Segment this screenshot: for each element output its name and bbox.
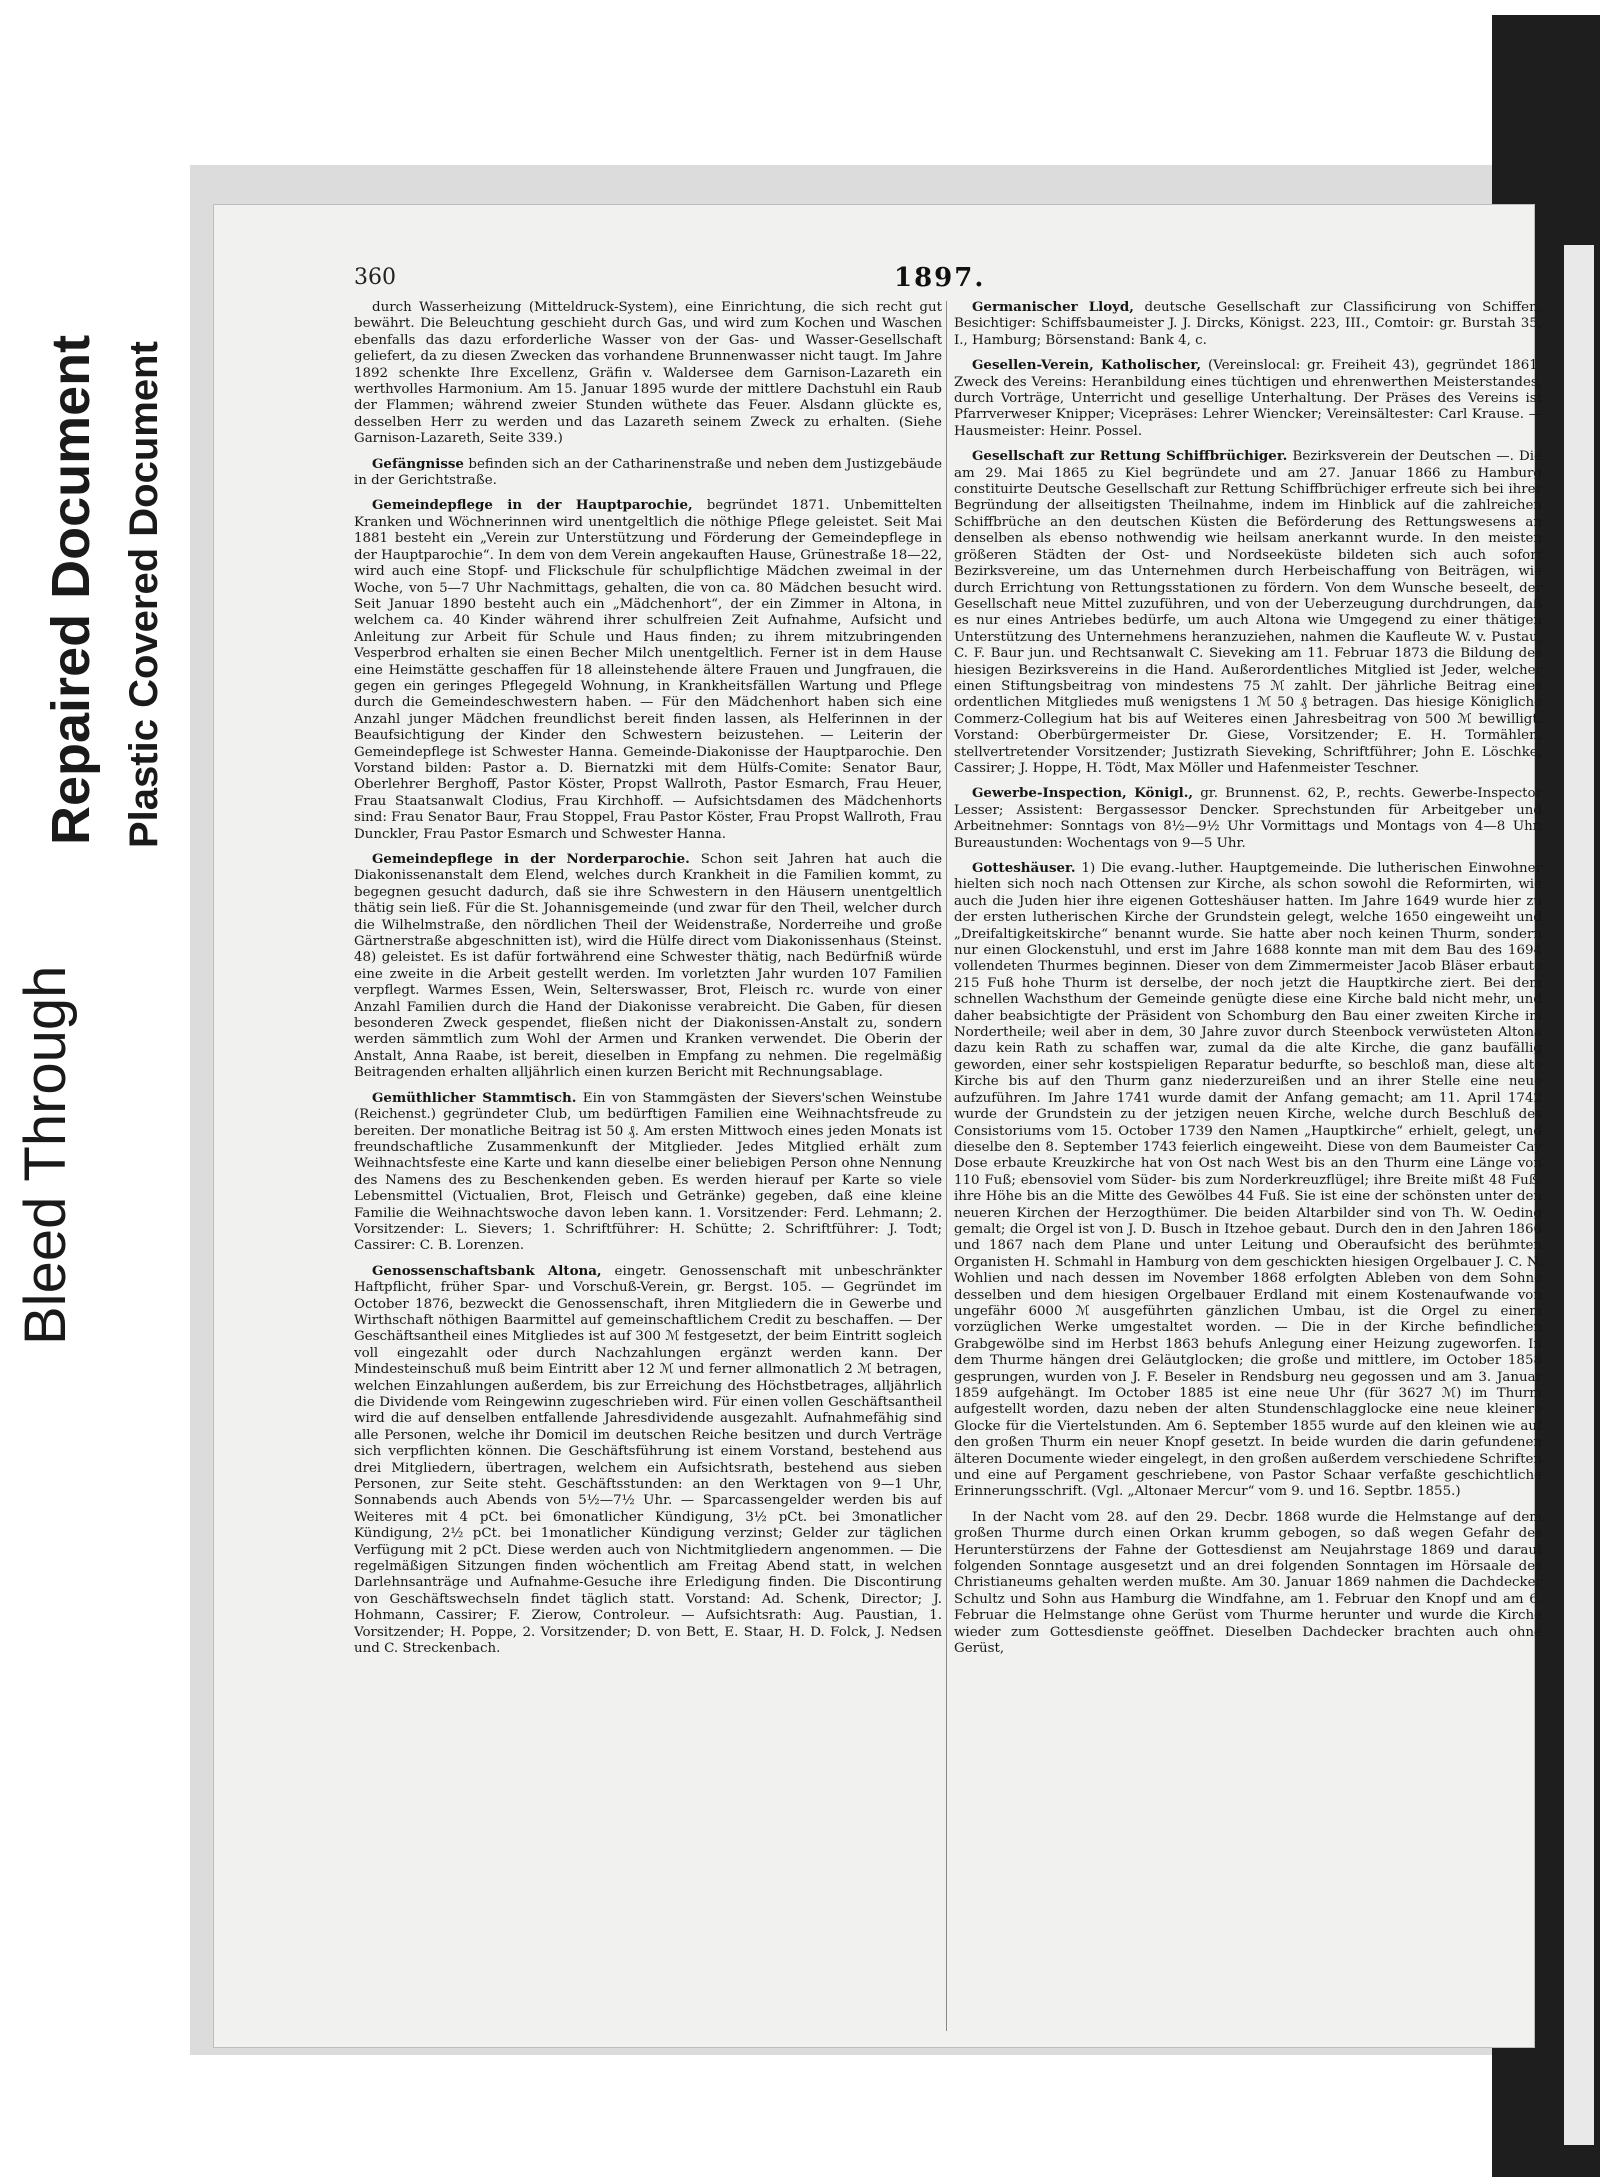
- side-labels: [0, 0, 200, 1400]
- page-year: 1897.: [894, 263, 986, 293]
- plastic-covered-label: Plastic Covered Document: [122, 341, 166, 848]
- entry-germanischer-lloyd: Germanischer Lloyd, deutsche Gesellschaft zur Classificirung von Schiffen. Besichtiger: Schiffsbaumeister J. J. Dircks, Königst. 223, III., Comtoir: gr. Burstah 35, I., Hamburg; Börsenstand: Bank 4, c.: [954, 299, 1542, 348]
- left-column: [354, 299, 942, 2039]
- entry-gemeindepflege-haupt: Gemeindepflege in der Hauptparochie, begründet 1871. Unbemittelten Kranken und Wöchnerinnen wird unentgeltlich die nöthige Pflege geleistet. Seit Mai 1881 besteht ein „Verein zur Unterstützung und Förderung der Gemeindepflege in der Hauptparochie“. In dem von dem Verein angekauften Hause, Grünestraße 18—22, wird auch eine Stopf- und Flickschule für schulpflichtige Mädchen zweimal in der Woche, von 5—7 Uhr Nachmittags, gehalten, die von ca. 80 Mädchen besucht wird. Seit Januar 1890 besteht auch ein „Mädchenhort“, der ein Zimmer in Altona, in welchem ca. 40 Kinder während ihrer schulfreien Zeit Aufnahme, Aufsicht und Anleitung zur Arbeit für Schule und Haus finden; zu ihrem mitzubringenden Vesperbrod erhalten sie einen Becher Milch unentgeltlich. Ferner ist in dem Hause eine Heimstätte geschaffen für 18 alleinstehende ältere Frauen und Jungfrauen, die gegen ein geringes Pflegegeld Wohnung, in Krankheitsfällen Wartung und Pflege durch die Gemeindeschwestern haben. — Für den Mädchenhort haben sich eine Anzahl junger Mädchen freundlichst bereit finden lassen, als Helferinnen in der Beaufsichtigung der Kinder den Schwestern beizustehen. — Leiterin der Gemeindepflege ist Schwester Hanna. Gemeinde-Diakonisse der Hauptparochie. Den Vorstand bilden: Pastor a. D. Biernatzki mit dem Hülfs-Comite: Senator Baur, Oberlehrer Berghoff, Pastor Köster, Propst Wallroth, Pastor Esmarch, Frau Heuer, Frau Staatsanwalt Clodius, Frau Kirchhoff. — Aufsichtsdamen des Mädchenhorts sind: Frau Senator Baur, Frau Stoppel, Frau Pastor Köster, Frau Propst Wallroth, Frau Dunckler, Frau Pastor Esmarch und Schwester Hanna.: [354, 497, 942, 842]
- entry-rettung-schiffbruechiger: Gesellschaft zur Rettung Schiffbrüchiger. Bezirksverein der Deutschen —. Die am 29. Mai 1865 zu Kiel begründete und am 27. Januar 1866 zu Hamburg constituirte Deutsche Gesellschaft zur Rettung Schiffbrüchiger erfreute sich bei ihrer Begründung der allseitigsten Theilnahme, indem im Hinblick auf die zahlreichen Schiffbrüche an den deutschen Küsten die Beförderung des Rettungswesens an denselben als ebenso nothwendig wie heilsam anerkannt wurde. In den meisten größeren Städten der Ost- und Nordseeküste bildeten sich auch sofort Bezirksvereine, um das Unternehmen durch Herbeischaffung von Beiträgen, wie durch Errichtung von Rettungsstationen zu fördern. Von dem Wunsche beseelt, der Gesellschaft neue Mittel zuzuführen, und von der Ueberzeugung durchdrungen, daß es nur eines Antriebes bedürfe, um auch Altona wie Umgegend zu einer thätigen Unterstützung des Unternehmens heranzuziehen, nahmen die Kaufleute W. v. Pustau, C. F. Baur jun. und Rechtsanwalt C. Sieveking am 11. Februar 1873 die Bildung des hiesigen Bezirksvereins in die Hand. Außerordentliches Mitglied ist Jeder, welcher einen Stiftungsbeitrag von mindestens 75 ℳ zahlt. Der jährliche Beitrag eines ordentlichen Mitgliedes muß wenigstens 1 ℳ 50 ₰ betragen. Das hiesige Königliche Commerz-Collegium hat bis auf Weiteres einen Jahresbeitrag von 500 ℳ bewilligt. Vorstand: Oberbürgermeister Dr. Giese, Vorsitzender; E. H. Tormählen, stellvertretender Vorsitzender; Justizrath Sieveking, Schriftführer; John E. Löschke, Cassirer; J. Hoppe, H. Tödt, Max Möller und Hafenmeister Teschner.: [954, 448, 1542, 776]
- bleed-through-label: Bleed Through: [13, 965, 78, 1345]
- document-page: [214, 205, 1542, 2047]
- entry-gesellen-verein: Gesellen-Verein, Katholischer, (Vereinslocal: gr. Freiheit 43), gegründet 1861. Zweck des Vereins: Heranbildung eines tüchtigen und ehrenwerthen Meisterstandes, durch Vorträge, Unterricht und gesellige Unterhaltung. Der Präses des Vereins ist Pfarrverweser Knipper; Vicepräses: Lehrer Wiencker; Vereinsältester: Carl Krause. — Hausmeister: Heinr. Possel.: [954, 357, 1542, 439]
- entry-gotteshaeuser: Gotteshäuser. 1) Die evang.-luther. Hauptgemeinde. Die lutherischen Einwohner hielten sich noch nach Ottensen zur Kirche, als schon sowohl die Reformirten, wie auch die Juden hier ihre eigenen Gotteshäuser hatten. Im Jahre 1649 wurde hier zu der ersten lutherischen Kirche der Grundstein gelegt, welche 1650 eingeweiht und „Dreifaltigkeitskirche“ benannt wurde. Sie hatte aber noch keinen Thurm, sondern nur einen Glockenstuhl, und erst im Jahre 1688 konnte man mit dem Bau des 1694 vollendeten Thurmes beginnen. Dieser von dem Zimmermeister Jacob Bläser erbaute 215 Fuß hohe Thurm ist derselbe, der noch jetzt die Hauptkirche ziert. Bei dem schnellen Wachsthum der Gemeinde genügte diese eine Kirche bald nicht mehr, und daher beabsichtigte der Präsident von Schomburg den Bau einer zweiten Kirche im Nordertheile; weil aber in dem, 30 Jahre zuvor durch Steenbock verwüsteten Altona dazu kein Rath zu schaffen war, zumal da die alte Kirche, die ganz baufällig geworden, einer sehr kostspieligen Reparatur bedurfte, so beschloß man, diese alte Kirche bis auf den Thurm ganz niederzureißen und an ihrer Stelle eine neue aufzuführen. Im Jahre 1741 wurde damit der Anfang gemacht; am 11. April 1742 wurde der Grundstein zu der jetzigen neuen Kirche, welche durch Beschluß des Consistoriums vom 15. October 1739 den Namen „Hauptkirche“ erhielt, gelegt, und dieselbe den 8. September 1743 feierlich eingeweiht. Diese von dem Baumeister Cay Dose erbaute Kreuzkirche hat von Ost nach West bis an den Thurm eine Länge von 110 Fuß; ebensoviel vom Süder- bis zum Norderkreuzflügel; ihre Breite mißt 48 Fuß, ihre Höhe bis an die Mitte des Gewölbes 44 Fuß. Sie ist eine der schönsten unter den neueren Kirchen der Herzogthümer. Die beiden Altarbilder sind von Th. W. Oeding gemalt; die Orgel ist von J. D. Busch in Itzehoe gebaut. Durch den in den Jahren 1866 und 1867 nach dem Plane und unter Leitung und Oberaufsicht des berühmten Organisten H. Schmahl in Hamburg von dem geschickten hiesigen Orgelbauer J. C. N. Wohlien und nach dessen im November 1868 erfolgten Ableben von dem Sohne desselben und dem hiesigen Orgelbauer Erdland mit einem Kostenaufwande von ungefähr 6000 ℳ ausgeführten gänzlichen Umbau, ist die Orgel zu einem vorzüglichen Werke umgestaltet worden. — Die in der Kirche befindlichen Grabgewölbe sind im Herbst 1863 behufs Anlegung einer Heizung zugeworfen. In dem Thurme hängen drei Geläutglocken; die große und mittlere, im October 1858 gesprungen, wurden von J. F. Beseler in Rendsburg neu gegossen und am 3. Januar 1859 aufgehängt. Im October 1885 ist eine neue Uhr (für 3627 ℳ) im Thurm aufgestellt worden, dazu neben der alten Stundenschlagglocke eine neue kleinere Glocke für die Viertelstunden. Am 6. September 1855 wurde auf den kleinen wie auf den großen Thurm ein neuer Knopf gesetzt. In beide wurden die darin gefundenen älteren Documente wieder eingelegt, in den großen außerdem verschiedene Schriften und eine auf Pergament geschriebene, von Pastor Schaar verfaßte geschichtliche Erinnerungsschrift. (Vgl. „Altonaer Mercur“ vom 9. und 16. Septbr. 1855.): [954, 860, 1542, 1500]
- page-header: [214, 265, 1534, 295]
- entry-garnison-lazareth-cont: durch Wasserheizung (Mitteldruck-System), eine Einrichtung, die sich recht gut bewährt. Die Beleuchtung geschieht durch Gas, und wird zum Kochen und Waschen ebenfalls das dazu erforderliche Wasser von der Gas- und Wasser-Gesellschaft geliefert, da zu diesen Zwecken das vorhandene Brunnenwasser nicht taugt. Im Jahre 1892 schenkte Ihre Excellenz, Gräfin v. Waldersee dem Garnison-Lazareth ein werthvolles Harmonium. Am 15. Januar 1895 wurde der mittlere Dachstuhl ein Raub der Flammen; während zweier Stunden wüthete das Feuer. Alsdann glückte es, desselben Herr zu werden und das Lazareth seinem Zweck zu erhalten. (Siehe Garnison-Lazareth, Seite 339.): [354, 300, 942, 447]
- entry-genossenschaftsbank: Genossenschaftsbank Altona, eingetr. Genossenschaft mit unbeschränkter Haftpflicht, früher Spar- und Vorschuß-Verein, gr. Bergst. 105. — Gegründet im October 1876, bezweckt die Genossenschaft, ihren Mitgliedern die in Gewerbe und Wirthschaft nöthigen Baarmittel auf gemeinschaftlichem Credit zu beschaffen. — Der Geschäftsantheil eines Mitgliedes ist auf 300 ℳ festgesetzt, der beim Eintritt sogleich voll eingezahlt oder durch Nachzahlungen ergänzt werden kann. Der Mindesteinschuß muß beim Eintritt aber 12 ℳ und ferner allmonatlich 2 ℳ betragen, welchen Einzahlungen außerdem, bis zur Erreichung des Höchstbetrages, alljährlich die Dividende vom Reingewinn zugeschrieben wird. Für einen vollen Geschäftsantheil wird die auf denselben entfallende Jahresdividende ausgezahlt. Aufnahmefähig sind alle Personen, welche ihr Domicil im deutschen Reiche besitzen und durch Verträge sich verpflichten können. Die Geschäftsführung ist einem Vorstand, bestehend aus drei Mitgliedern, übertragen, welchem ein Aufsichtsrath, bestehend aus sieben Personen, zur Seite steht. Geschäftsstunden: an den Werktagen von 9—1 Uhr, Sonnabends auch Abends von 5½—7½ Uhr. — Sparcassengelder werden bis auf Weiteres mit 4 pCt. bei 6monatlicher Kündigung, 3½ pCt. bei 3monatlicher Kündigung, 2½ pCt. bei 1monatlicher Kündigung verzinst; Gelder zur täglichen Verfügung mit 2 pCt. Diese werden auch von Nichtmitgliedern angenommen. — Die regelmäßigen Sitzungen finden wöchentlich am Freitag Abend statt, in welchen Darlehnsanträge und Aufnahme-Gesuche ihre Erledigung finden. Die Discontirung von Geschäftswechseln findet täglich statt. Vorstand: Ad. Schenk, Director; J. Hohmann, Cassirer; F. Zierow, Controleur. — Aufsichtsrath: Aug. Paustian, 1. Vorsitzender; H. Poppe, 2. Vorsitzender; D. von Bett, E. Staar, H. D. Folck, J. Nedsen und C. Streckenbach.: [354, 1262, 942, 1657]
- repaired-document-label: Repaired Document: [41, 334, 101, 845]
- page-number: 360: [354, 265, 396, 290]
- entry-gotteshaeuser-cont: In der Nacht vom 28. auf den 29. Decbr. 1868 wurde die Helmstange auf dem großen Thurme durch einen Orkan krumm gebogen, so daß wegen Gefahr des Herunterstürzens der Fahne der Gottesdienst am Neujahrstage 1869 und darauf folgenden Sonntage ausgesetzt und an drei folgenden Sonntagen im Hörsaale des Christianeums gehalten werden mußte. Am 30. Januar 1869 nahmen die Dachdecker Schultz und Sohn aus Hamburg die Windfahne, am 1. Februar den Knopf und am 6. Februar die Helmstange ohne Gerüst vom Thurme herunter und wurde die Kirche wieder zum Gottesdienste geöffnet. Dieselben Dachdecker brachten auch ohne Gerüst,: [954, 1509, 1542, 1657]
- entry-stammtisch: Gemüthlicher Stammtisch. Ein von Stammgästen der Sievers'schen Weinstube (Reichenst.) gegründeter Club, um bedürftigen Familien eine Weihnachtsfreude zu bereiten. Der monatliche Beitrag ist 50 ₰. Am ersten Mittwoch eines jeden Monats ist freundschaftliche Zusammenkunft der Mitglieder. Jedes Mitglied erhält zum Weihnachtsfeste eine Karte und kann dieselbe einer beliebigen Person ohne Nennung des Namens des zu Beschenkenden geben. Es werden hierauf per Karte so viele Lebensmittel (Victualien, Brot, Fleisch und Getränke) gegeben, daß eine kleine Familie die Weihnachtswoche davon leben kann. 1. Vorsitzender: Ferd. Lehmann; 2. Vorsitzender: L. Sievers; 1. Schriftführer: H. Schütte; 2. Schriftführer: J. Todt; Cassirer: C. B. Lorenzen.: [354, 1089, 942, 1254]
- right-column: [954, 299, 1542, 2039]
- entry-gemeindepflege-norder: Gemeindepflege in der Norderparochie. Schon seit Jahren hat auch die Diakonissenanstalt dem Elend, welches durch Krankheit in die Familien kommt, zu begegnen gesucht dadurch, daß sie ihre Schwestern in den Häusern unentgeltlich thätig sein ließ. Für die St. Johannisgemeinde (und zwar für den Theil, welcher durch die Wilhelmstraße, den nördlichen Theil der Weidenstraße, Norderreihe und große Gärtnerstraße abgeschnitten ist), wird die Hülfe direct vom Diakonissenhaus (Steinst. 48) geleistet. Es ist dafür fortwährend eine Schwester thätig, nach Bedürfniß würde eine zweite in die Arbeit gestellt werden. Im vorletzten Jahr wurden 107 Familien verpflegt. Warmes Essen, Wein, Selterswasser, Brot, Fleisch rc. wurde von einer Anzahl Familien durch die Hand der Diakonisse verabreicht. Die Gaben, für diesen besonderen Zweck gespendet, fließen nicht der Diakonissen-Anstalt zu, sondern werden sämmtlich zum Wohl der Armen und Kranken verwendet. Die Oberin der Anstalt, Anna Raabe, ist bereit, dieselben in Empfang zu nehmen. Die regelmäßig Beitragenden erhalten alljährlich einen kurzen Bericht mit Rechnungsablage.: [354, 851, 942, 1081]
- entry-gefaengnisse: Gefängnisse befinden sich an der Catharinenstraße und neben dem Justizgebäude in der Gerichtstraße.: [354, 455, 942, 489]
- entry-gewerbe-inspection: Gewerbe-Inspection, Königl., gr. Brunnenst. 62, P., rechts. Gewerbe-Inspector Lesser; Assistent: Bergassessor Dencker. Sprechstunden für Arbeitgeber und Arbeitnehmer: Sonntags von 8½—9½ Uhr Vormittags und Montags von 4—8 Uhr. Bureaustunden: Wochentags von 9—5 Uhr.: [954, 785, 1542, 851]
- column-divider: [946, 301, 947, 2031]
- next-page-strip: [1564, 245, 1594, 2145]
